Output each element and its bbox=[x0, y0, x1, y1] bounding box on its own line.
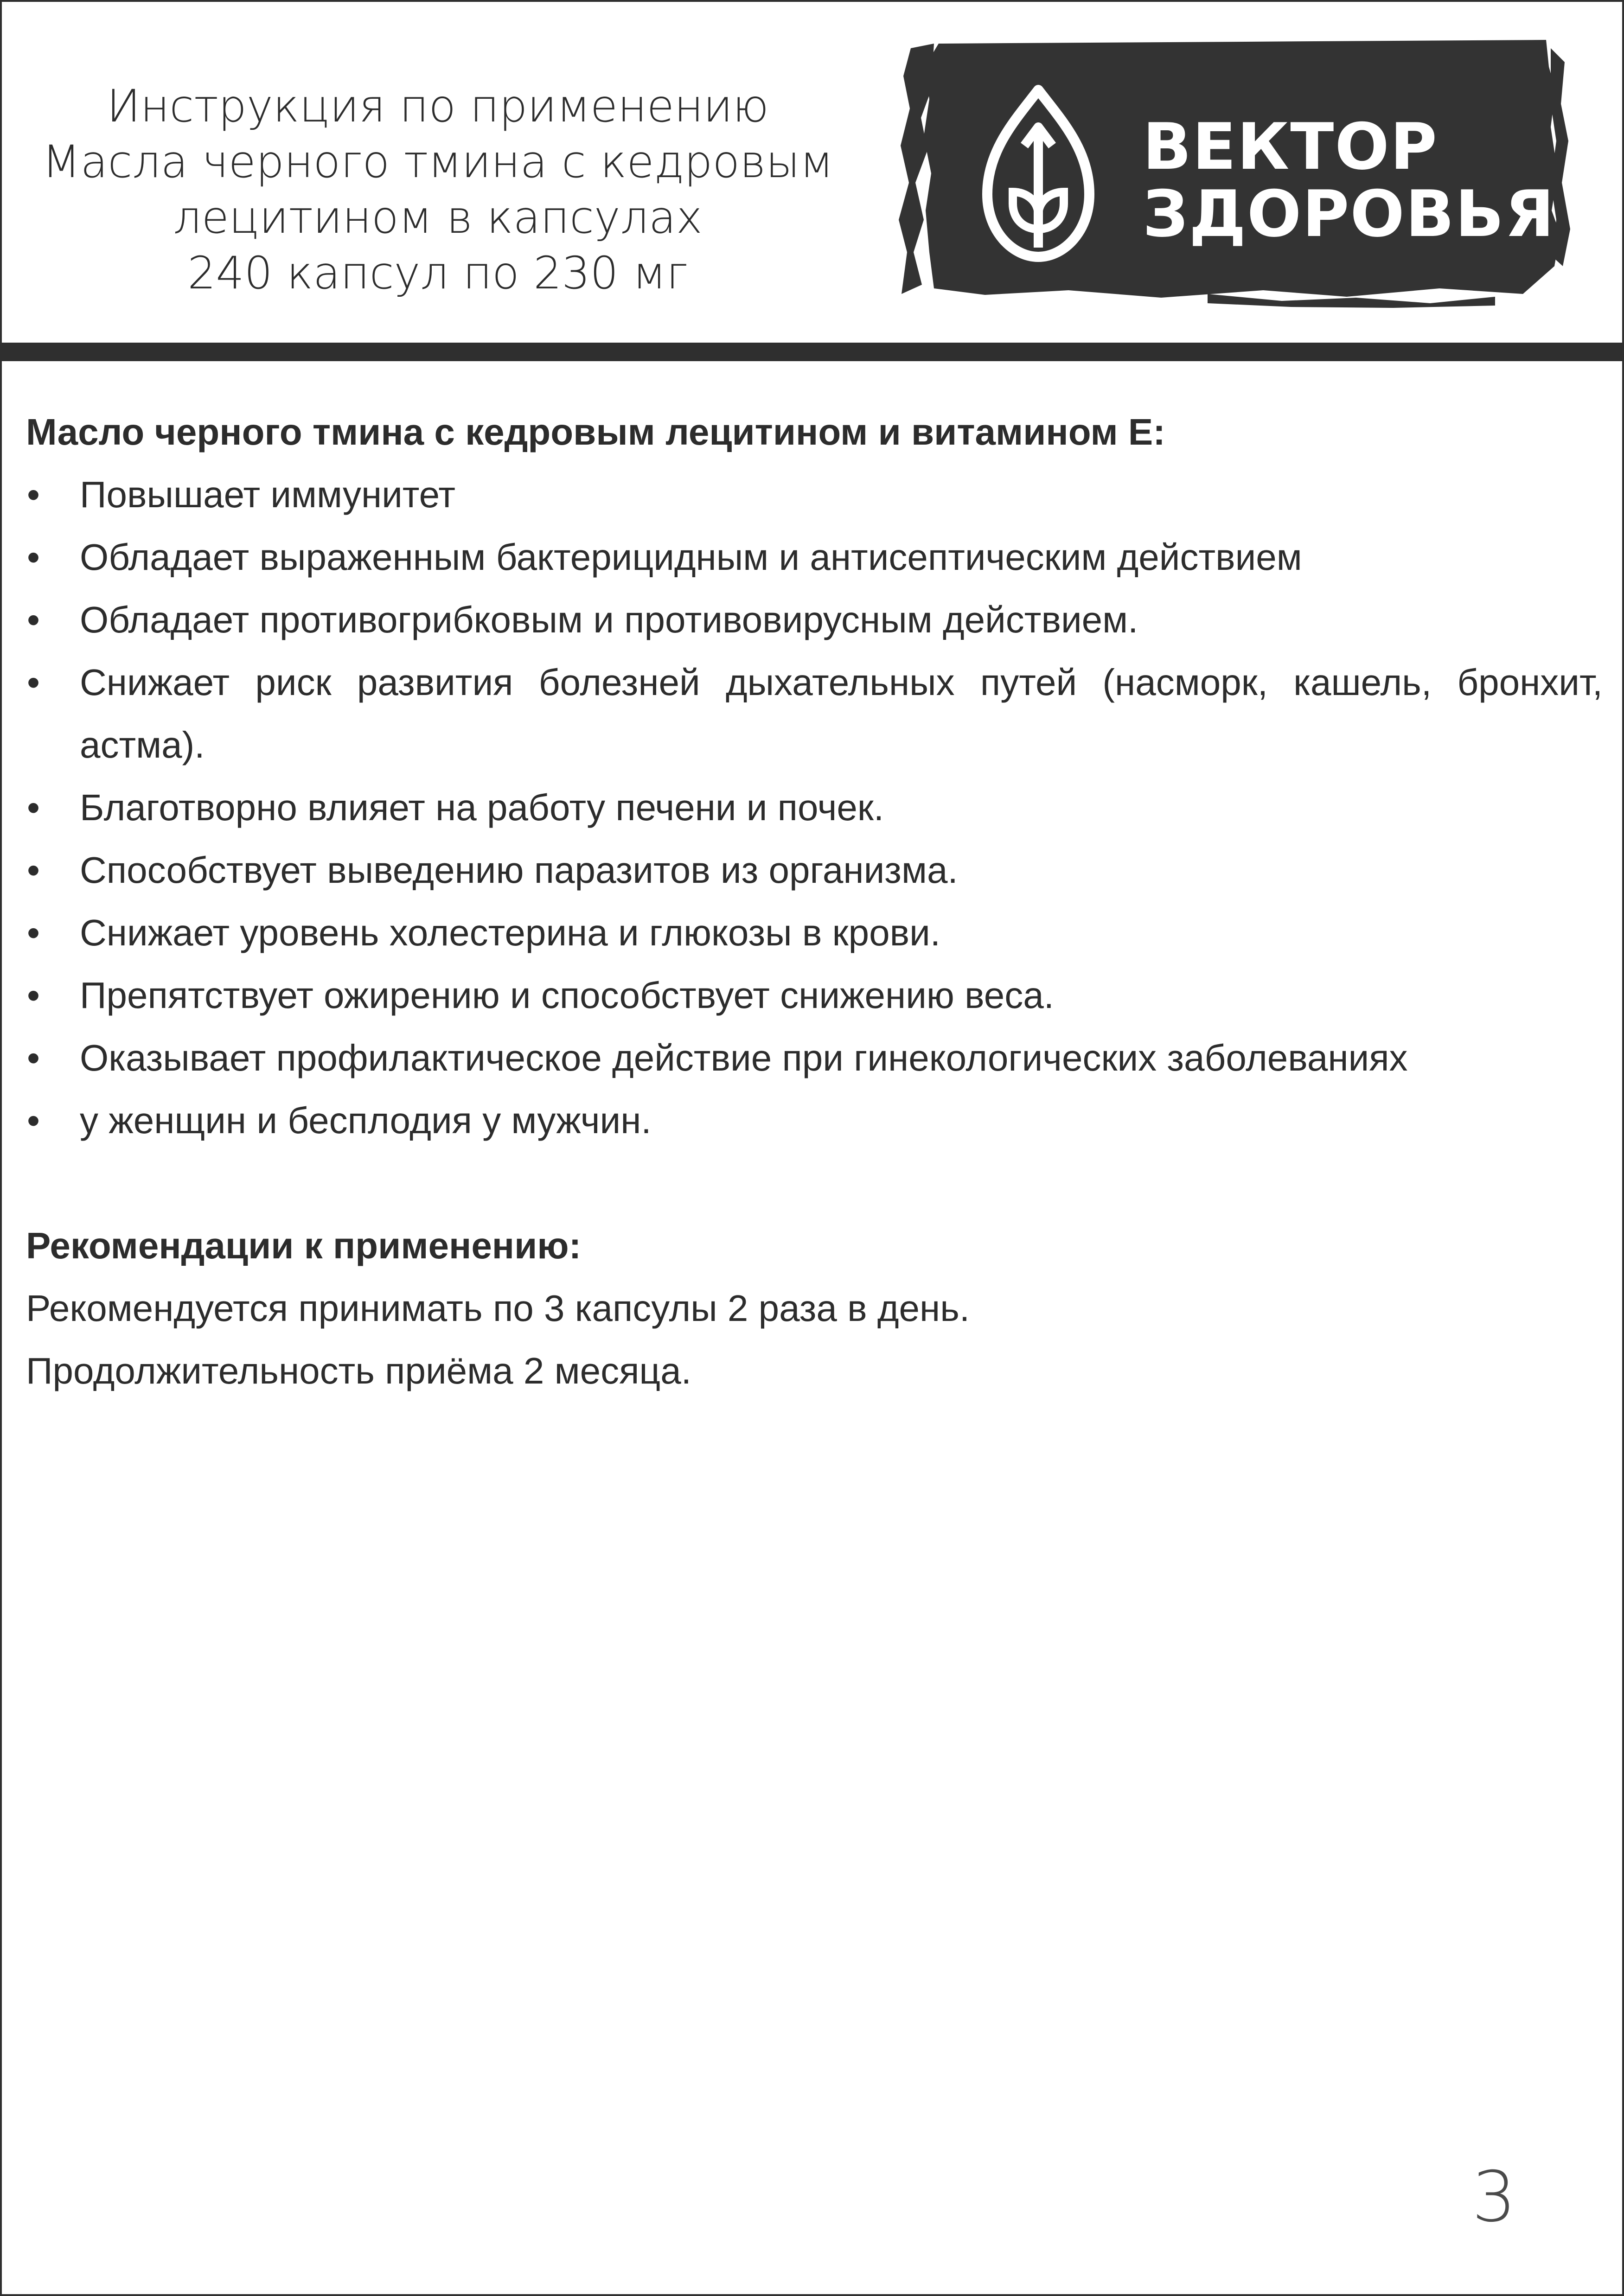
list-item-text: Обладает выраженным бактерицидным и антисептическим действием bbox=[80, 536, 1302, 578]
recommendation-line: Рекомендуется принимать по 3 капсулы 2 раза в день. bbox=[26, 1288, 970, 1329]
list-item-text: Благотворно влияет на работу печени и почек. bbox=[80, 787, 884, 828]
bullet-icon: • bbox=[27, 912, 40, 953]
title-line: 240 капсул по 230 мг bbox=[187, 247, 688, 299]
header-divider bbox=[2, 343, 1624, 361]
list-item-text: Способствует выведению паразитов из организма. bbox=[80, 849, 958, 891]
bullet-icon: • bbox=[27, 1037, 40, 1078]
bullet-icon: • bbox=[27, 975, 40, 1016]
list-item bbox=[26, 651, 1603, 776]
bullet-icon: • bbox=[27, 1100, 40, 1141]
bullet-icon: • bbox=[27, 787, 40, 828]
benefits-list bbox=[26, 463, 1603, 1152]
logo-wordmark bbox=[1143, 109, 1560, 251]
list-item bbox=[26, 588, 1603, 651]
list-item-text: Снижает риск развития болезней дыхательных путей (насморк, кашель, бронхит, астма). bbox=[80, 662, 1603, 765]
brand-logo bbox=[883, 34, 1574, 308]
bullet-icon: • bbox=[27, 662, 40, 703]
title-line: лецитином в капсулах bbox=[173, 191, 703, 243]
list-item bbox=[26, 1027, 1603, 1089]
page-title bbox=[30, 78, 846, 301]
logo-word: ВЕКТОР bbox=[1143, 109, 1438, 184]
title-line: Инструкция по применению bbox=[107, 80, 769, 132]
list-item bbox=[26, 901, 1603, 964]
bullet-icon: • bbox=[27, 849, 40, 891]
list-item bbox=[26, 776, 1603, 839]
list-item-text: у женщин и бесплодия у мужчин. bbox=[80, 1100, 652, 1141]
list-item-text: Снижает уровень холестерина и глюкозы в крови. bbox=[80, 912, 940, 953]
bullet-icon: • bbox=[27, 536, 40, 578]
bullet-icon: • bbox=[27, 474, 40, 515]
recommendation-line: Продолжительность приёма 2 месяца. bbox=[26, 1350, 691, 1391]
page-number: 3 bbox=[1472, 2157, 1516, 2238]
list-item-text: Препятствует ожирению и способствует снижению веса. bbox=[80, 975, 1054, 1016]
list-item bbox=[26, 839, 1603, 901]
logo-word: ЗДОРОВЬЯ bbox=[1143, 177, 1555, 251]
recommendations-title: Рекомендации к применению: bbox=[26, 1225, 582, 1266]
list-item-text: Обладает противогрибковым и противовирусным действием. bbox=[80, 599, 1138, 640]
section-spacer bbox=[26, 1152, 1603, 1214]
bullet-icon: • bbox=[27, 599, 40, 640]
list-item bbox=[26, 463, 1603, 526]
title-line: Масла черного тмина с кедровым bbox=[42, 136, 834, 188]
benefits-title: Масло черного тмина с кедровым лецитином и витамином Е: bbox=[26, 411, 1165, 453]
list-item bbox=[26, 526, 1603, 588]
list-item bbox=[26, 964, 1603, 1027]
instruction-body bbox=[26, 401, 1603, 1402]
list-item-text: Повышает иммунитет bbox=[80, 474, 456, 515]
list-item bbox=[26, 1089, 1603, 1152]
list-item-text: Оказывает профилактическое действие при гинекологических заболеваниях bbox=[80, 1037, 1408, 1078]
